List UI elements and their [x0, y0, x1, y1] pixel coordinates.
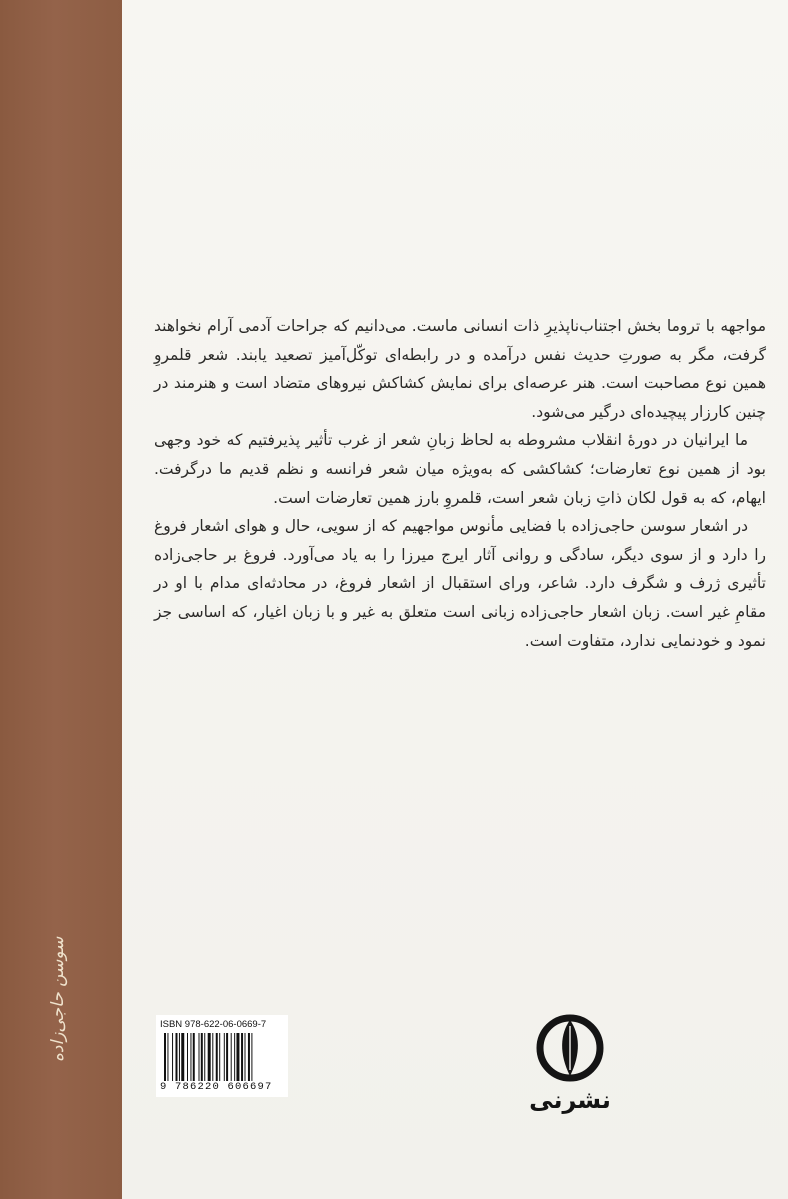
barcode-bar — [201, 1033, 203, 1081]
barcode-bars — [164, 1033, 280, 1081]
blurb-paragraph: ما ایرانیان در دورهٔ انقلاب مشروطه به لحاظ زبانِ شعر از غرب تأثیر پذیرفتیم که خود وجهی بود از همین نوع تعارضات؛ کشاکشی که به‌ویژه میان شعر فرانسه و نظم قدیم ما درگرفت. ایهام، که به قول لکان ذاتِ زبان شعر است، قلمروِ بارز همین تعارضات است. — [154, 431, 766, 507]
barcode-bar — [181, 1033, 184, 1081]
back-cover-blurb — [154, 312, 766, 655]
barcode-digits: 9 786220 606697 — [160, 1081, 273, 1093]
book-spine-edge — [0, 0, 122, 1199]
publisher-name: نشرنی — [529, 1086, 611, 1114]
barcode-bar — [176, 1033, 178, 1081]
barcode-bar — [236, 1033, 239, 1081]
barcode-bar — [167, 1033, 168, 1081]
barcode-bar — [219, 1033, 220, 1081]
barcode-bar — [226, 1033, 228, 1081]
barcode-bar — [187, 1033, 188, 1081]
barcode-bar — [190, 1033, 191, 1081]
barcode-bar — [224, 1033, 225, 1081]
barcode-bar — [245, 1033, 246, 1081]
isbn-label: ISBN 978-622-06-0669-7 — [160, 1019, 267, 1030]
isbn-barcode — [156, 1015, 288, 1097]
barcode-bar — [208, 1033, 211, 1081]
barcode-bar — [179, 1033, 180, 1081]
spine-signature: سوسن حاجی‌زاده — [48, 936, 68, 1062]
barcode-bar — [216, 1033, 218, 1081]
blurb-paragraph: مواجهه با تروما بخش اجتناب‌ناپذیرِ ذات انسانی ماست. می‌دانیم که جراحات آدمی آرام نخواهند گرفت، مگر به صورتِ حدیث نفس درآمده و در رابطه‌ای توکّل‌آمیز تصعید یابند. شعر قلمروِ همین نوع مصاحبت است. هنر عرصه‌ای برای نمایش کشاکش نیروهای متضاد است و هنرمند در چنین کارزار پیچیده‌ای درگیر می‌شود. — [154, 317, 766, 421]
barcode-bar — [172, 1033, 173, 1081]
barcode-bar — [199, 1033, 200, 1081]
barcode-bar — [231, 1033, 232, 1081]
barcode-bar — [212, 1033, 213, 1081]
barcode-bar — [164, 1033, 166, 1081]
barcode-bar — [193, 1033, 195, 1081]
blurb-paragraph: در اشعار سوسن حاجی‌زاده با فضایی مأنوس مواجهیم که از سویی، حال و هوای اشعار فروغ را دارد و از سوی دیگر، سادگی و روانی آثار ایرج میرزا را به یاد می‌آورد. فروغ بر حاجی‌زاده تأثیری ژرف و شگرف دارد. شاعر، ورای استقبال از اشعار فروغ، در محادثه‌ای مدام با او در مقامِ غیر است. زبان اشعار حاجی‌زاده زبانی است متعلق به غیر و با زبان اغیار، که اساسی جز نمود و خودنمایی ندارد، متفاوت است. — [154, 517, 766, 650]
barcode-bar — [248, 1033, 250, 1081]
barcode-bar — [204, 1033, 205, 1081]
barcode-bar — [241, 1033, 243, 1081]
barcode-bar — [234, 1033, 235, 1081]
barcode-bar — [251, 1033, 252, 1081]
